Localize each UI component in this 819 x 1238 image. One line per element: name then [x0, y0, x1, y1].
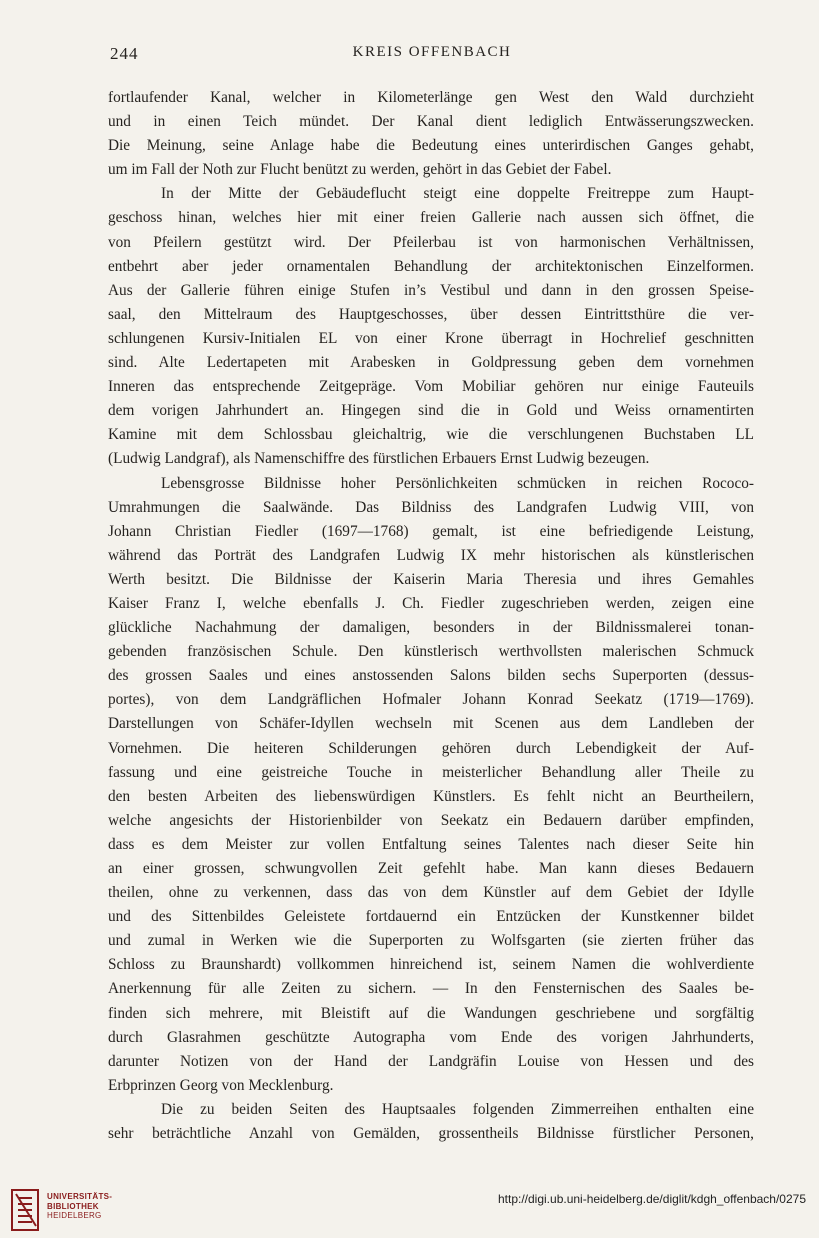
logo-line-2: BIBLIOTHEK — [47, 1201, 99, 1211]
text-line: dass es dem Meister zur vollen Entfaltung seines Talentes nach dieser Seite hin — [108, 835, 754, 853]
text-line: des grossen Saales und eines anstossenden Salons bilden sechs Superporten (dessus- — [108, 667, 754, 685]
text-line: Werth besitzt. Die Bildnisse der Kaiserin Maria Theresia und ihres Gemahles — [108, 570, 754, 588]
text-line: saal, den Mittelraum des Hauptgeschosses, über dessen Eintrittsthüre die ver- — [108, 305, 754, 323]
page-footer — [0, 1180, 819, 1238]
text-line: und des Sittenbildes Geleistete fortdauernd ein Entzücken der Kunstkenner bildet — [108, 908, 754, 926]
source-url-link[interactable]: http://digi.ub.uni-heidelberg.de/diglit/kdgh_offenbach/0275 — [497, 1192, 806, 1206]
text-line: schlungenen Kursiv-Initialen EL von einer Krone überragt in Hochrelief geschnitten — [108, 329, 754, 347]
text-line: fassung und eine geistreiche Touche in meisterlicher Behandlung aller Theile zu — [108, 763, 754, 781]
text-line: Die zu beiden Seiten des Hauptsaales folgenden Zimmerreihen enthalten eine — [161, 1100, 754, 1118]
text-line: theilen, ohne zu verkennen, dass das von dem Künstler auf dem Gebiet der Idylle — [108, 884, 754, 902]
logo-line-1: UNIVERSITÄTS- — [47, 1192, 113, 1201]
text-line: Kaiser Franz I, welche ebenfalls J. Ch. Fiedler zugeschrieben werden, zeigen eine — [108, 594, 754, 612]
text-line: welche angesichts der Historienbilder von Seekatz ein Bedauern darüber empfinden, — [108, 811, 754, 829]
text-line: sind. Alte Ledertapeten mit Arabesken in Goldpressung geben dem vornehmen — [108, 354, 754, 372]
text-line: den besten Arbeiten des liebenswürdigen Künstlers. Es fehlt nicht an Beurtheilern, — [108, 787, 754, 805]
text-line: Schloss zu Braunshardt) vollkommen hinreichend ist, seinem Namen die wohlverdiente — [108, 956, 754, 974]
text-line: Vornehmen. Die heiteren Schilderungen gehören durch Lebendigkeit der Auf- — [108, 739, 754, 757]
text-line: glückliche Nachahmung der damaligen, besonders in der Bildnissmalerei tonan- — [108, 619, 754, 637]
library-logo[interactable] — [10, 1188, 120, 1232]
page-number: 244 — [110, 44, 139, 63]
library-logo-text — [47, 1192, 112, 1221]
text-line: Die Meinung, seine Anlage habe die Bedeutung eines unterirdischen Ganges gehabt, — [108, 137, 754, 155]
text-line: Kamine mit dem Schlossbau gleichaltrig, wie die verschlungenen Buchstaben LL — [108, 426, 754, 444]
text-line: Umrahmungen die Saalwände. Das Bildniss des Landgrafen Ludwig VIII, von — [108, 498, 754, 516]
text-line: finden sich mehrere, mit Bleistift auf die Wandungen geschriebene und sorgfältig — [108, 1004, 754, 1022]
text-line: entbehrt aber jeder ornamentalen Behandlung der architektonischen Einzelformen. — [108, 257, 754, 275]
text-line: geschoss hinan, welches hier mit einer freien Gallerie nach aussen sich öffnet, die — [108, 209, 754, 227]
text-line: und zumal in Werken wie die Superporten zu Wolfsgarten (sie zierten früher das — [108, 932, 754, 950]
text-line: fortlaufender Kanal, welcher in Kilometerlänge gen West den Wald durchzieht — [108, 89, 754, 106]
page-header — [110, 44, 754, 70]
text-line: Aus der Gallerie führen einige Stufen in’s Vestibul und dann in den grossen Speise- — [108, 281, 754, 299]
text-line: portes), von dem Landgräflichen Hofmaler Johann Konrad Seekatz (1719—1769). — [108, 691, 754, 709]
text-line: gebenden französischen Schule. Den künstlerisch werthvollsten malerischen Schmuck — [108, 643, 754, 661]
body-text — [108, 86, 754, 1146]
text-line: Erbprinzen Georg von Mecklenburg. — [108, 1076, 334, 1094]
text-line: und in einen Teich mündet. Der Kanal dient lediglich Entwässerungszwecken. — [108, 113, 754, 131]
text-line: dem vorigen Jahrhundert an. Hingegen sind die in Gold und Weiss ornamentirten — [108, 402, 754, 420]
text-line: (Ludwig Landgraf), als Namenschiffre des fürstlichen Erbauers Ernst Ludwig bezeugen. — [108, 450, 650, 468]
text-line: um im Fall der Noth zur Flucht benützt zu werden, gehört in das Gebiet der Fabel. — [108, 161, 612, 179]
running-title: KREIS OFFENBACH — [352, 44, 512, 60]
text-line: von Pfeilern gestützt wird. Der Pfeilerbau ist von harmonischen Verhältnissen, — [108, 233, 754, 251]
text-line: während das Porträt des Landgrafen Ludwig IX mehr historischen als künstlerischen — [108, 546, 754, 564]
text-line: sehr beträchtliche Anzahl von Gemälden, grossentheils Bildnisse fürstlicher Personen, — [108, 1125, 754, 1143]
text-line: Lebensgrosse Bildnisse hoher Persönlichkeiten schmücken in reichen Rococo- — [161, 474, 754, 492]
text-line: Johann Christian Fiedler (1697—1768) gemalt, ist eine befriedigende Leistung, — [108, 522, 754, 540]
text-line: Anerkennung für alle Zeiten zu sichern. — In den Fensternischen des Saales be- — [108, 980, 754, 998]
text-line: durch Glasrahmen geschützte Autographa vom Ende des vorigen Jahrhunderts, — [108, 1028, 754, 1046]
text-line: an einer grossen, schwungvollen Zeit gefehlt habe. Man kann dieses Bedauern — [108, 860, 754, 877]
text-line: Inneren das entsprechende Zeitgepräge. Vom Mobiliar gehören nur einige Fauteuils — [108, 378, 754, 396]
text-line: In der Mitte der Gebäudeflucht steigt eine doppelte Freitreppe zum Haupt- — [161, 185, 754, 203]
text-line: darunter Notizen von der Hand der Landgräfin Louise von Hessen und des — [108, 1052, 754, 1070]
text-line: Darstellungen von Schäfer-Idyllen wechseln mit Scenen aus dem Landleben der — [108, 715, 754, 733]
library-emblem-icon — [10, 1188, 42, 1232]
logo-line-3: HEIDELBERG — [47, 1211, 102, 1220]
